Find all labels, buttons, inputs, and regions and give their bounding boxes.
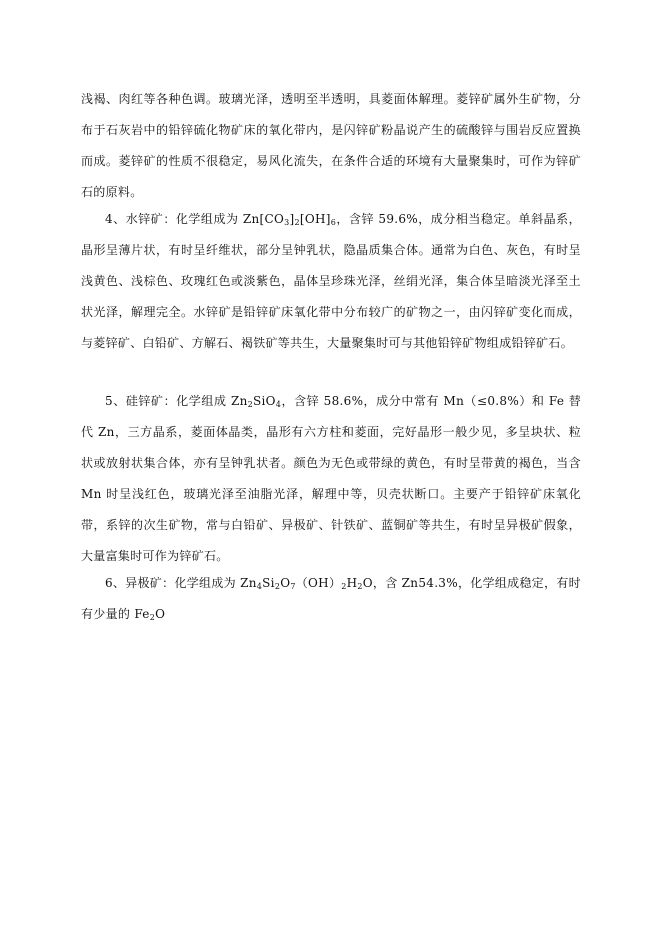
text-run: O xyxy=(280,576,291,590)
subscript: 4 xyxy=(275,400,282,409)
subscript: 7 xyxy=(290,582,296,591)
paragraph-smithsonite-description xyxy=(81,84,581,208)
subscript: 2 xyxy=(357,582,363,591)
text-run: 4、水锌矿：化学组成为 Zn[CO xyxy=(105,212,285,226)
subscript: 2 xyxy=(247,400,253,409)
text-run: 浅褐、肉红等各种色调。玻璃光泽，透明至半透明，具菱面体解理。菱锌矿属外生矿物，分布于石灰岩中的铅锌硫化物矿床的氧化带内，是闪锌矿粉晶说产生的硫酸锌与围岩反应置换而成。菱锌矿的性质不很稳定，易风化流失，在条件合适的环境有大量聚集时，可作为锌矿石的原料。 xyxy=(81,92,581,199)
text-run: ，含锌 58.6%，成分中常有 Mn（≤0.8%）和 Fe 替代 Zn，三方晶系，菱面体晶类，晶形有六方柱和菱面，完好晶形一般少见，多呈块状、粒状或放射状集合体，亦有呈钟乳状者。颜色为无色或带绿的黄色，有时呈带黄的褐色，当含 Mn 时呈浅红色，玻璃光泽至油脂光泽，解理中等，贝壳状断口。主要产于铅锌矿床氧化带，系锌的次生矿物，常与白铅矿、异极矿、针铁矿、蓝铜矿等共生，有时呈异极矿假象，大量富集时可作为锌矿石。 xyxy=(81,394,581,563)
subscript: 2 xyxy=(274,582,281,591)
paragraph-willemite xyxy=(81,386,581,572)
subscript: 2 xyxy=(149,613,156,622)
subscript: 2 xyxy=(341,582,347,591)
subscript: 3 xyxy=(284,218,290,227)
text-run: [OH] xyxy=(299,212,331,226)
text-run: ] xyxy=(289,212,295,226)
text-run: O xyxy=(155,607,166,621)
paragraph-hydrozincite xyxy=(81,204,581,359)
text-run: H xyxy=(346,576,358,590)
subscript: 2 xyxy=(294,218,300,227)
subscript: 6 xyxy=(330,218,337,227)
text-run: O，含 Zn54.3%，化学组成稳定，有时有少量的 Fe xyxy=(81,576,581,621)
text-run: （OH） xyxy=(295,576,342,590)
paragraph-hemimorphite xyxy=(81,568,581,630)
text-run: 6、异极矿：化学组成为 Zn xyxy=(105,576,257,590)
text-run: 5、硅锌矿：化学组成 Zn xyxy=(105,394,248,408)
subscript: 4 xyxy=(256,582,263,591)
text-run: ，含锌 59.6%，成分相当稳定。单斜晶系，晶形呈薄片状，有时呈纤维状，部分呈钟乳状，隐晶质集合体。通常为白色、灰色，有时呈浅黄色、浅棕色、玫瑰红色或淡紫色，晶体呈珍珠光泽，丝绢光泽，集合体呈暗淡光泽至土状光泽，解理完全。水锌矿是铅锌矿床氧化带中分布较广的矿物之一，由闪锌矿变化而成，与菱锌矿、白铅矿、方解石、褐铁矿等共生，大量聚集时可与其他铅锌矿物组成铅锌矿石。 xyxy=(81,212,581,350)
text-run: SiO xyxy=(253,394,276,408)
text-run: Si xyxy=(262,576,275,590)
